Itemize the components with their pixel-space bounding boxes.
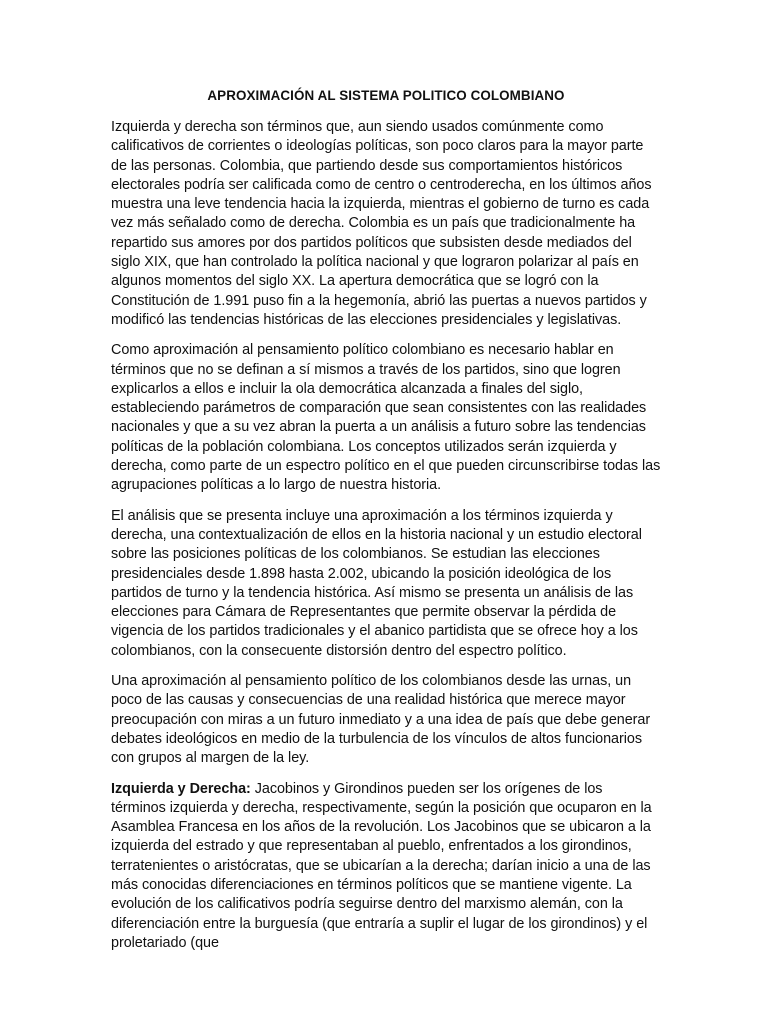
paragraph-3: El análisis que se presenta incluye una aproximación a los términos izquierda y derecha, una contextualización de ellos en la historia nacional y un estudio electoral sobre las posiciones políticas de los colombianos. Se estudian las elecciones presidenciales desde 1.898 hasta 2.002, ubicando la posición ideológica de los partidos de turno y la tendencia histórica. Así mismo se presenta un análisis de las elecciones para Cámara de Representantes que permite observar la pérdida de vigencia de los partidos tradicionales y el abanico partidista que se ofrece hoy a los colombianos, con la consecuente distorsión dentro del espectro político. [111,507,642,659]
paragraph-2: Como aproximación al pensamiento político colombiano es necesario hablar en términos que no se definan a sí mismos a través de los partidos, sino que logren explicarlos a ellos e incluir la ola democrática alcanzada a finales del siglo, estableciendo parámetros de comparación que sean consistentes con las realidades nacionales y que a su vez abran la puerta a un análisis a futuro sobre las tendencias políticas de la población colombiana. Los conceptos utilizados serán izquierda y derecha, como parte de un espectro político en el que pueden circunscribirse todas las agrupaciones políticas a lo largo de nuestra historia. [111,342,661,494]
document-title: APROXIMACIÓN AL SISTEMA POLITICO COLOMBIANO [207,88,565,103]
paragraph-1: Izquierda y derecha son términos que, aun siendo usados comúnmente como calificativos de corrientes o ideologías políticas, son poco claros para la mayor parte de las personas. Colombia, que partiendo desde sus comportamientos históricos electorales podría ser calificada como de centro o centroderecha, en los últimos años muestra una leve tendencia hacia la izquierda, mientras el gobierno de turno es cada vez más señalado como de derecha. Colombia es un país que tradicionalmente ha repartido sus amores por dos partidos políticos que subsisten desde mediados del siglo XIX, que han controlado la política nacional y que lograron polarizar al país en algunos momentos del siglo XX. La apertura democrática que se logró con la Constitución de 1.991 puso fin a la hegemonía, abrió las puertas a nuevos partidos y modificó las tendencias históricas de las elecciones presidenciales y legislativas. [111,119,652,328]
section-text: Jacobinos y Girondinos pueden ser los orígenes de los términos izquierda y derecha, respectivamente, según la posición que ocuparon en la Asamblea Francesa en los años de la revolución. Los Jacobinos que se ubicaron a la izquierda del estrado y que representaban al pueblo, enfrentados a los girondinos, terratenientes o aristócratas, que se ubicarían a la derecha; darían inicio a una de las más conocidas diferenciaciones en términos políticos que se mantiene vigente. La evolución de los calificativos podría seguirse dentro del marxismo alemán, con la diferenciación entre la burguesía (que entraría a suplir el lugar de los girondinos) y el proletariado (que [111,780,652,951]
section-paragraph [111,780,661,954]
section-heading: Izquierda y Derecha: [111,780,251,797]
paragraph-4: Una aproximación al pensamiento político de los colombianos desde las urnas, un poco de las causas y consecuencias de una realidad histórica que merece mayor preocupación con miras a un futuro inmediato y a una idea de país que debe generar debates ideológicos en medio de la turbulencia de los vínculos de altos funcionarios con grupos al margen de la ley. [111,673,651,767]
